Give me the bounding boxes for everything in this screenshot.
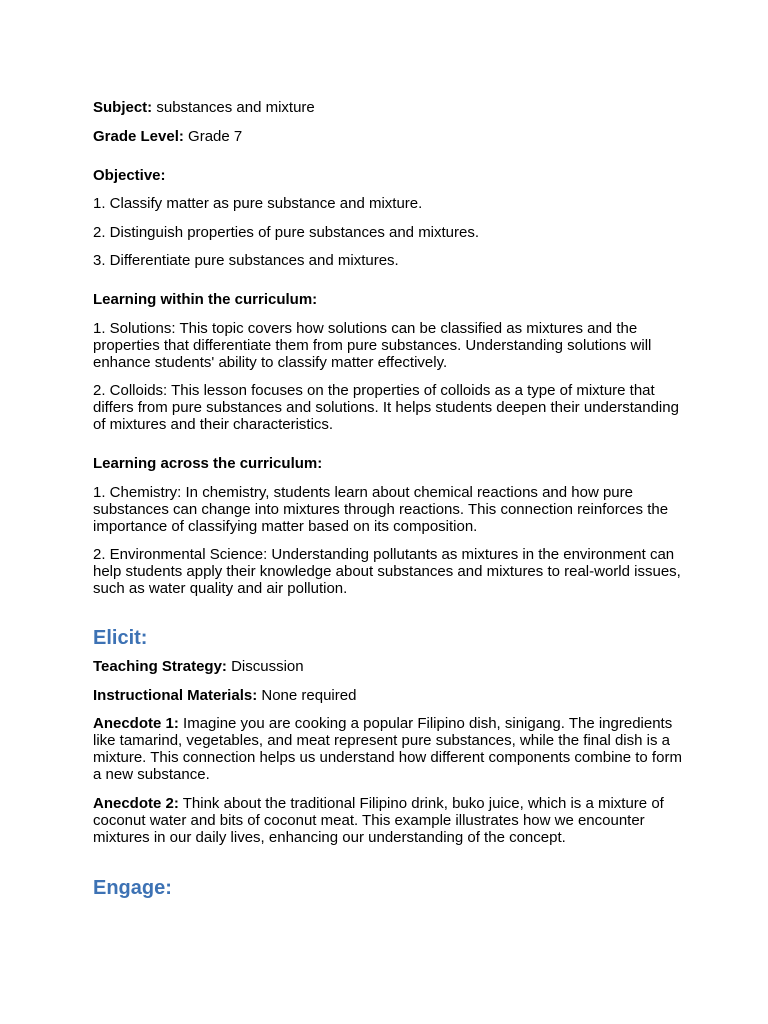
anecdote-2-text: Think about the traditional Filipino drink, buko juice, which is a mixture of coconut water and bits of coconut meat. This example illustrates how we encounter mixtures in our daily lives, enhancing our understanding of the concept.	[93, 794, 664, 846]
instructional-materials-line	[93, 687, 683, 704]
teaching-strategy-label: Teaching Strategy:	[93, 658, 227, 675]
instructional-materials-value: None required	[257, 686, 357, 704]
learning-across-item: 2. Environmental Science: Understanding pollutants as mixtures in the environment can help students apply their knowledge about substances and mixtures to real-world issues, such as water quality and air pollution.	[93, 546, 681, 597]
objective-item: 1. Classify matter as pure substance and mixture.	[93, 195, 423, 212]
learning-within-item: 1. Solutions: This topic covers how solutions can be classified as mixtures and the properties that differentiate them from pure substances. Understanding solutions will enhance students' ability to classify matter effectively.	[93, 319, 652, 371]
anecdote-1-text: Imagine you are cooking a popular Filipino dish, sinigang. The ingredients like tamarind, vegetables, and meat represent pure substances, while the final dish is a mixture. This connection helps us understand how different components combine to form a new substance.	[93, 715, 682, 783]
objective-item: 3. Differentiate pure substances and mixtures.	[93, 252, 399, 269]
learning-within-item: 2. Colloids: This lesson focuses on the properties of colloids as a type of mixture that differs from pure substances and solutions. It helps students deepen their understanding of mixtures and their characteristics.	[93, 382, 679, 433]
anecdote-2	[93, 795, 683, 846]
instructional-materials-label: Instructional Materials:	[93, 686, 258, 704]
elicit-heading: Elicit:	[93, 627, 148, 649]
learning-within-heading: Learning within the curriculum:	[93, 291, 318, 308]
learning-across-heading: Learning across the curriculum:	[93, 455, 323, 472]
teaching-strategy-value: Discussion	[226, 658, 304, 675]
grade-level-label: Grade Level:	[93, 127, 184, 145]
subject-line	[93, 99, 683, 116]
anecdote-1	[93, 715, 683, 783]
document-page	[93, 99, 683, 900]
subject-label: Subject:	[93, 99, 153, 116]
objective-item: 2. Distinguish properties of pure substances and mixtures.	[93, 223, 480, 241]
subject-value: substances and mixture	[152, 99, 315, 116]
grade-level-value: Grade 7	[183, 127, 243, 145]
teaching-strategy-line	[93, 658, 683, 675]
anecdote-1-label: Anecdote 1:	[93, 715, 179, 732]
grade-level-line	[93, 128, 683, 145]
engage-heading: Engage:	[93, 876, 172, 899]
learning-across-item: 1. Chemistry: In chemistry, students learn about chemical reactions and how pure substances can change into mixtures through reactions. This connection reinforces the importance of classifying matter based on its composition.	[93, 483, 669, 535]
objective-heading: Objective:	[93, 166, 166, 184]
anecdote-2-label: Anecdote 2:	[93, 794, 179, 812]
